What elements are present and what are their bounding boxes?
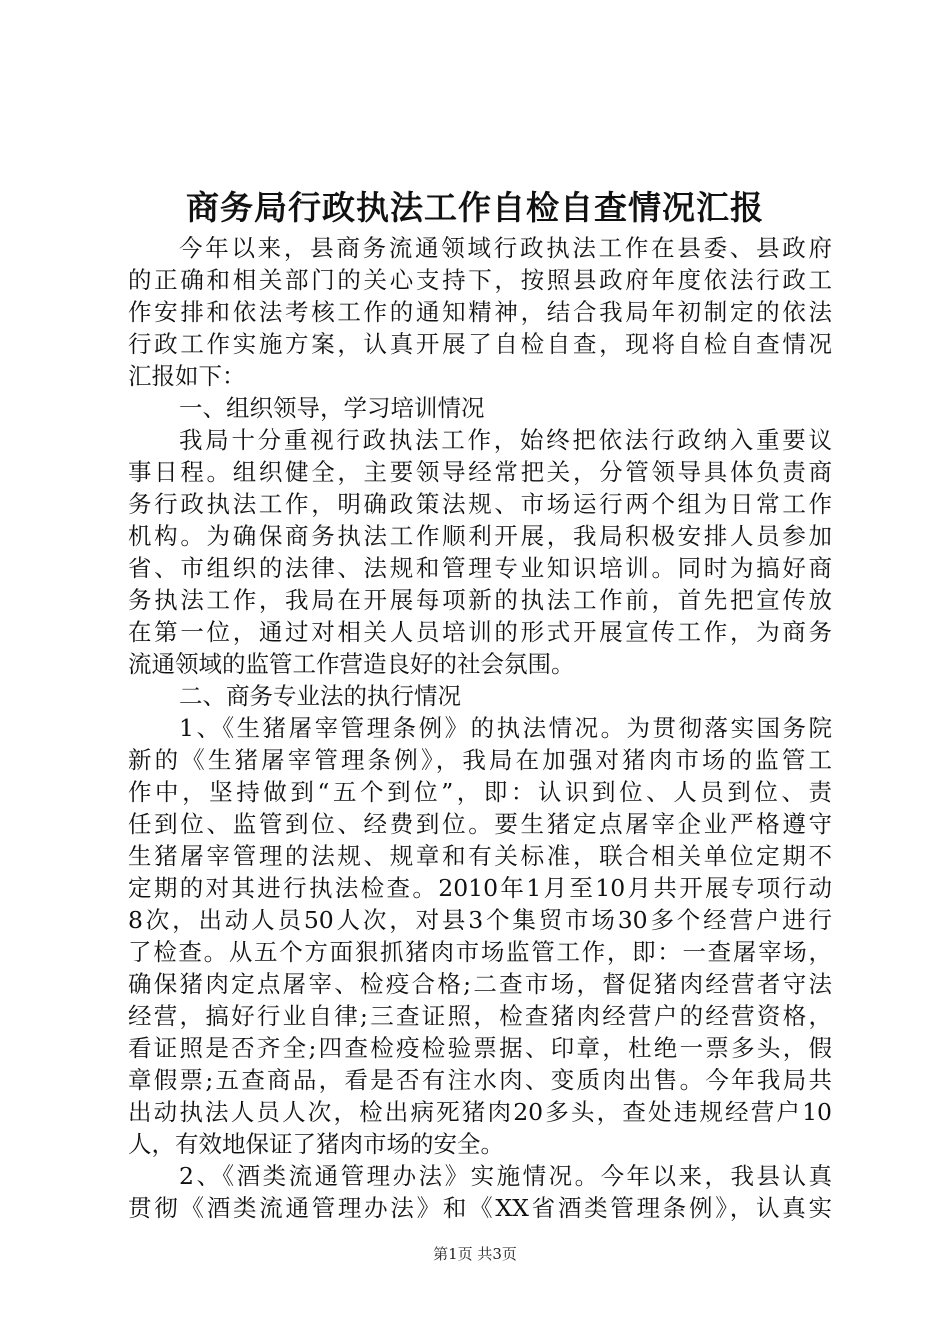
paragraph-line: 8次，出动人员50人次，对县3个集贸市场30多个经营户进行 <box>128 906 832 934</box>
paragraph-line: 机构。为确保商务执法工作顺利开展，我局积极安排人员参加 <box>128 522 832 550</box>
paragraph-line: 省、市组织的法律、法规和管理专业知识培训。同时为搞好商 <box>128 554 832 582</box>
paragraph-line: 任到位、监管到位、经费到位。要生猪定点屠宰企业严格遵守 <box>128 810 832 838</box>
paragraph-line: 在第一位，通过对相关人员培训的形式开展宣传工作，为商务 <box>128 618 832 646</box>
paragraph-line: 务执法工作，我局在开展每项新的执法工作前，首先把宣传放 <box>128 586 832 614</box>
document-title: 商务局行政执法工作自检自查情况汇报 <box>186 188 764 227</box>
paragraph-line: 章假票;五查商品，看是否有注水肉、变质肉出售。今年我局共 <box>128 1066 832 1094</box>
section-heading: 一、组织领导，学习培训情况 <box>179 394 485 422</box>
paragraph-line: 生猪屠宰管理的法规、规章和有关标准，联合相关单位定期不 <box>128 842 832 870</box>
paragraph-line: 事日程。组织健全，主要领导经常把关，分管领导具体负责商 <box>128 458 832 486</box>
paragraph-line: 汇报如下： <box>128 362 246 390</box>
paragraph-line: 行政工作实施方案，认真开展了自检自查，现将自检自查情况 <box>128 330 832 358</box>
page-number-footer: 第1页 共3页 <box>433 1245 517 1263</box>
paragraph-line: 流通领域的监管工作营造良好的社会氛围。 <box>128 650 575 678</box>
paragraph-line: 1、《生猪屠宰管理条例》的执法情况。为贯彻落实国务院 <box>179 714 832 742</box>
paragraph-line: 确保猪肉定点屠宰、检疫合格;二查市场，督促猪肉经营者守法 <box>128 970 832 998</box>
paragraph-line: 经营，搞好行业自律;三查证照，检查猪肉经营户的经营资格， <box>128 1002 832 1030</box>
paragraph-line: 的正确和相关部门的关心支持下，按照县政府年度依法行政工 <box>128 266 832 294</box>
paragraph-line: 看证照是否齐全;四查检疫检验票据、印章，杜绝一票多头，假 <box>128 1034 832 1062</box>
paragraph-line: 作安排和依法考核工作的通知精神，结合我局年初制定的依法 <box>128 298 832 326</box>
paragraph-line: 2、《酒类流通管理办法》实施情况。今年以来，我县认真 <box>179 1162 832 1190</box>
document-body <box>128 232 832 1224</box>
paragraph-line: 作中，坚持做到“五个到位”，即：认识到位、人员到位、责 <box>128 778 832 806</box>
paragraph-line: 新的《生猪屠宰管理条例》，我局在加强对猪肉市场的监管工 <box>128 746 832 774</box>
paragraph-line: 务行政执法工作，明确政策法规、市场运行两个组为日常工作 <box>128 490 832 518</box>
paragraph-line: 了检查。从五个方面狠抓猪肉市场监管工作，即：一查屠宰场， <box>128 938 832 966</box>
paragraph-line: 贯彻《酒类流通管理办法》和《XX省酒类管理条例》，认真实 <box>128 1194 832 1222</box>
paragraph-line: 人，有效地保证了猪肉市场的安全。 <box>128 1130 504 1158</box>
paragraph-line: 今年以来，县商务流通领域行政执法工作在县委、县政府 <box>179 234 832 262</box>
section-heading: 二、商务专业法的执行情况 <box>179 682 461 710</box>
paragraph-line: 出动执法人员人次，检出病死猪肉20多头，查处违规经营户10 <box>128 1098 832 1126</box>
paragraph-line: 我局十分重视行政执法工作，始终把依法行政纳入重要议 <box>179 426 832 454</box>
paragraph-line: 定期的对其进行执法检查。2010年1月至10月共开展专项行动 <box>128 874 832 902</box>
